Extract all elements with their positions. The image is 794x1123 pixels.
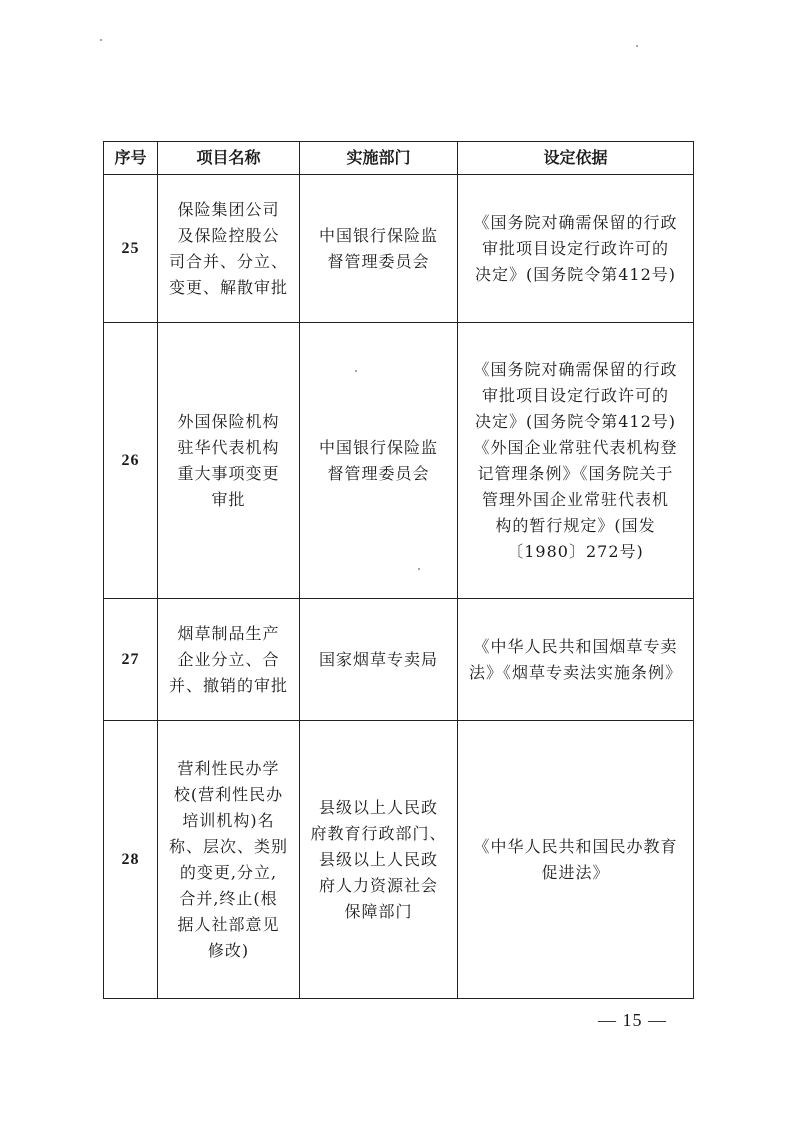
page-number: — 15 — bbox=[598, 1010, 667, 1030]
row-department: 中国银行保险监 督管理委员会 bbox=[300, 323, 458, 599]
row-department: 县级以上人民政 府教育行政部门、 县级以上人民政 府人力资源社会 保障部门 bbox=[300, 721, 458, 999]
header-item-name: 项目名称 bbox=[158, 142, 300, 175]
table-row bbox=[104, 599, 694, 721]
row-legal-basis: 《中华人民共和国民办教育 促进法》 bbox=[458, 721, 694, 999]
row-department: 国家烟草专卖局 bbox=[300, 599, 458, 721]
table-header-row bbox=[104, 142, 694, 175]
row-legal-basis: 《中华人民共和国烟草专卖 法》《烟草专卖法实施条例》 bbox=[458, 599, 694, 721]
row-legal-basis: 《国务院对确需保留的行政 审批项目设定行政许可的 决定》(国务院令第412号) bbox=[458, 175, 694, 323]
row-seq: 27 bbox=[104, 599, 158, 721]
approval-items-table bbox=[103, 141, 694, 999]
header-legal-basis: 设定依据 bbox=[458, 142, 694, 175]
row-item-name: 保险集团公司 及保险控股公 司合并、分立、 变更、解散审批 bbox=[158, 175, 300, 323]
row-department: 中国银行保险监 督管理委员会 bbox=[300, 175, 458, 323]
header-department: 实施部门 bbox=[300, 142, 458, 175]
row-item-name: 营利性民办学 校(营利性民办 培训机构)名 称、层次、类别 的变更,分立, 合并,终止(根 据人社部意见 修改) bbox=[158, 721, 300, 999]
row-seq: 25 bbox=[104, 175, 158, 323]
scan-speck bbox=[636, 45, 638, 47]
table-row bbox=[104, 721, 694, 999]
row-seq: 28 bbox=[104, 721, 158, 999]
scan-speck bbox=[100, 39, 102, 41]
row-item-name: 烟草制品生产 企业分立、合 并、撤销的审批 bbox=[158, 599, 300, 721]
header-seq: 序号 bbox=[104, 142, 158, 175]
table-row bbox=[104, 175, 694, 323]
row-legal-basis: 《国务院对确需保留的行政 审批项目设定行政许可的 决定》(国务院令第412号) 《外国企业常驻代表机构登 记管理条例》《国务院关于 管理外国企业常驻代表机 构的暂行规定》(国发 〔1980〕272号) bbox=[458, 323, 694, 599]
row-seq: 26 bbox=[104, 323, 158, 599]
table-row bbox=[104, 323, 694, 599]
row-item-name: 外国保险机构 驻华代表机构 重大事项变更 审批 bbox=[158, 323, 300, 599]
